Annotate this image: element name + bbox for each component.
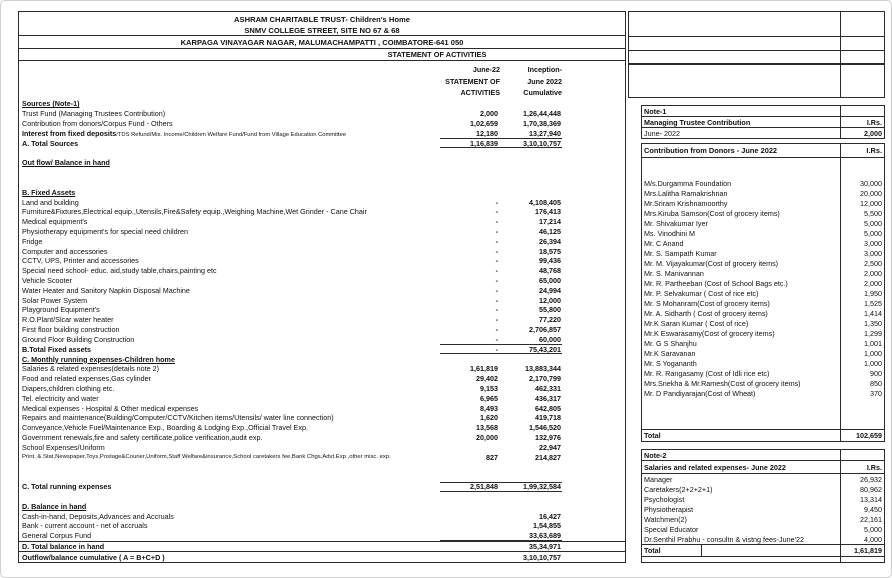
donor-name: M/s.Durgamma Foundation (644, 178, 732, 188)
cumulative-value: 4,108,405 (529, 197, 561, 207)
row-label: Conveyance,Vehicle Fuel/Maintenance Exp., Boarding & Lodging Exp.,Official Travel Exp. (22, 423, 308, 433)
row-label: Sources (Note-1) (22, 99, 80, 109)
donor-amount: 5,000 (864, 218, 882, 228)
donor-name: Mr. A. Sidharth ( Cost of grocery items) (644, 308, 768, 318)
donor-name: Mr.K Saravanan (644, 348, 696, 358)
donor-name: Mr. D Pandiyarajan(Cost of Wheat) (644, 388, 756, 398)
note1-june-value: 2,000 (864, 128, 882, 138)
list-item (642, 338, 884, 348)
cumulative-value: 16,427 (539, 511, 561, 521)
row-label: Cash-in-hand, Deposits,Advances and Accruals (22, 511, 174, 521)
cumulative-value: 22,947 (539, 442, 561, 452)
row-label: Water Heater and Sanitory Napkin Disposal Machine (22, 285, 190, 295)
june-value: 9,153 (480, 383, 498, 393)
table-row (19, 168, 625, 178)
table-row (19, 413, 625, 423)
june-value: - (495, 226, 498, 236)
cumulative-value: 75,43,201 (529, 344, 561, 354)
row-label: Playground Equipment's (22, 305, 100, 315)
row-label: Government renewals,fire and safety certificate,police verification,audit exp. (22, 433, 263, 443)
donor-amount: 3,000 (864, 248, 882, 258)
list-item (642, 358, 884, 368)
donor-name: Ms. Vinodhini M (644, 228, 696, 238)
cumulative-value: 46,125 (539, 226, 561, 236)
table-row (19, 246, 625, 256)
column-header-june22: June-22 STATEMENT OF ACTIVITIES (445, 65, 500, 97)
note2-currency: I.Rs. (866, 462, 882, 472)
list-item (642, 328, 884, 338)
column-header-cumulative: Inception- June 2022 Cumulative (523, 65, 562, 97)
june-value: - (495, 285, 498, 295)
salary-role: Physiotherapist (644, 504, 694, 514)
salary-role: Psychologist (644, 494, 685, 504)
note1-managing-header: Managing Trustee Contribution (644, 117, 751, 127)
row-label: CCTV, UPS, Printer and accessories (22, 256, 139, 266)
salary-role: Dr.Senthil Prabhu - consultn & vistng fees-June'22 (644, 534, 804, 544)
donor-name: Mr. G S Shanjhu (644, 338, 697, 348)
donor-amount: 1,000 (864, 358, 882, 368)
donor-name: Mr. R. Rangasamy (Cost of Idli rice etc) (644, 368, 770, 378)
donor-amount: 2,000 (864, 268, 882, 278)
table-row (19, 423, 625, 433)
row-label: Outflow/balance cumulative ( A = B+C+D ) (22, 552, 165, 562)
statement-table (18, 11, 626, 563)
june-value: - (495, 276, 498, 286)
june-value: 20,000 (476, 433, 498, 443)
row-label: General Corpus Fund (22, 531, 92, 541)
list-item (642, 348, 884, 358)
cumulative-value: 55,800 (539, 305, 561, 315)
cumulative-value: 12,000 (539, 295, 561, 305)
june-value: - (495, 266, 498, 276)
june-value: 29,402 (476, 374, 498, 384)
june-value: - (495, 197, 498, 207)
list-item (642, 268, 884, 278)
list-item (642, 388, 884, 398)
row-label: School Expenses/Uniform (22, 442, 105, 452)
donors-total-label: Total (644, 431, 661, 440)
june-value: - (495, 315, 498, 325)
list-item (642, 524, 884, 534)
list-item (642, 288, 884, 298)
donors-box (641, 143, 885, 442)
donor-amount: 5,000 (864, 228, 882, 238)
cumulative-value: 13,883,344 (525, 364, 561, 374)
table-row (19, 354, 625, 364)
table-row (19, 462, 625, 472)
table-row (19, 207, 625, 217)
table-row (19, 276, 625, 286)
table-row (19, 315, 625, 325)
salary-role: Caretakers(2+2+2+1) (644, 484, 713, 494)
note2-box (641, 449, 885, 563)
table-row (19, 531, 625, 541)
row-label: A. Total Sources (22, 138, 79, 148)
salary-amount: 22,161 (860, 514, 882, 524)
statement-rows (19, 99, 625, 562)
list-item (642, 218, 884, 228)
donor-name: Mr. M. Vijayakumar(Cost of grocery items) (644, 258, 779, 268)
table-row (19, 403, 625, 413)
june-value: - (495, 325, 498, 335)
table-row (19, 384, 625, 394)
row-label: Contribution from donors/Corpus Fund - Others (22, 119, 173, 129)
donor-name: Mr. S. Sampath Kumar (644, 248, 717, 258)
donor-amount: 1,000 (864, 348, 882, 358)
row-label: Fridge (22, 236, 43, 246)
june-value: 1,02,659 (470, 119, 498, 129)
statement-title-row (19, 49, 625, 61)
table-row (19, 551, 625, 562)
table-row (19, 256, 625, 266)
table-row (19, 227, 625, 237)
row-label: C. Total running expenses (22, 482, 112, 492)
donor-amount: 2,500 (864, 258, 882, 268)
table-row (19, 109, 625, 119)
donor-amount: 370 (870, 388, 882, 398)
row-label: Furniture&Fixtures,Electrical equip.,Utensils,Fire&Safety equip.,Weighing Machine,Wet Grinder - Cane Chair (22, 207, 367, 217)
table-row (19, 119, 625, 129)
table-row (19, 178, 625, 188)
cumulative-value: 48,768 (539, 266, 561, 276)
june-value: - (495, 217, 498, 227)
row-label: Repairs and maintenance(Building/Computer/CCTV/Kitchen items/Utensils/ water line connection) (22, 413, 334, 423)
donor-name: Mr. S. Manivannan (644, 268, 704, 278)
list-item (642, 494, 884, 504)
row-label: Interest from fixed deposits/TDS Refund/Mis. Income/Children Welfare Fund/Fund from Village Education Committee (22, 128, 347, 138)
row-label: Print. & Stat,Newspaper,Toys,Postage&Courier,Uniform,Staff Welfare&insurance,School caretakers fee,Bank Chgs,Advt.Exp ,other misc. exp. (22, 454, 391, 461)
table-row (19, 482, 625, 492)
trust-address: KARPAGA VINAYAGAR NAGAR, MALUMACHAMPATTI , COIMBATORE-641 050 (19, 36, 625, 49)
june-value: 12,180 (476, 128, 498, 138)
donor-name: Mrs.Snekha & Mr.Ramesh(Cost of grocery items) (644, 378, 801, 388)
cumulative-value: 1,546,520 (529, 423, 561, 433)
cumulative-value: 26,394 (539, 236, 561, 246)
list-item (642, 484, 884, 494)
note1-title: Note-1 (644, 106, 667, 116)
row-label: R.O.Plant/Slcar water heater (22, 315, 114, 325)
table-row (19, 433, 625, 443)
cumulative-value: 17,214 (539, 217, 561, 227)
cumulative-value: 13,27,940 (529, 128, 561, 138)
cumulative-value: 33,63,689 (529, 530, 561, 540)
list-item (642, 514, 884, 524)
salary-amount: 5,000 (864, 524, 882, 534)
list-item (642, 318, 884, 328)
donor-amount: 30,000 (860, 178, 882, 188)
note2-total-value: 1,61,819 (854, 546, 882, 555)
table-row (19, 158, 625, 168)
salary-amount: 26,932 (860, 474, 882, 484)
note2-total-label: Total (642, 545, 702, 556)
row-label: Food and related expenses,Gas cylinder (22, 374, 152, 384)
table-row (19, 364, 625, 374)
donor-amount: 3,000 (864, 238, 882, 248)
salary-amount: 4,000 (864, 534, 882, 544)
row-label: D. Total balance in hand (22, 541, 105, 551)
salary-amount: 9,450 (864, 504, 882, 514)
row-label: First floor building construction (22, 325, 120, 335)
cumulative-value: 2,706,857 (529, 325, 561, 335)
salary-role: Manager (644, 474, 673, 484)
row-label: D. Balance in hand (22, 501, 87, 511)
salaries-list (642, 474, 884, 544)
row-label: Salaries & related expenses(details note 2) (22, 364, 160, 374)
june-value: 8,493 (480, 403, 498, 413)
trust-title (19, 12, 625, 36)
june-value: - (495, 344, 498, 354)
row-label: Tel. electricity and water (22, 393, 99, 403)
row-label: Medical expenses - Hospital & Other medical expenses (22, 403, 199, 413)
cumulative-value: 2,170,799 (529, 374, 561, 384)
donors-total-value: 102,659 (856, 431, 882, 440)
cumulative-value: 462,331 (535, 383, 561, 393)
donor-name: Mr.Sriram Krishnamoorthy (644, 198, 728, 208)
donor-name: Mr. P. Selvakumar ( Cost of rice etc) (644, 288, 759, 298)
row-label: Trust Fund (Managing Trustees Contribution) (22, 109, 166, 119)
june-value: - (495, 334, 498, 344)
june-value: - (495, 295, 498, 305)
top-right-cells (628, 11, 885, 98)
donor-amount: 5,500 (864, 208, 882, 218)
table-row (19, 393, 625, 403)
cumulative-value: 60,000 (539, 334, 561, 344)
cumulative-value: 1,70,38,369 (523, 119, 561, 129)
list-item (642, 178, 884, 188)
donor-amount: 900 (870, 368, 882, 378)
donors-list (642, 158, 884, 429)
cumulative-value: 77,220 (539, 315, 561, 325)
cumulative-value: 436,317 (535, 393, 561, 403)
june-value: - (495, 305, 498, 315)
donor-amount: 20,000 (860, 188, 882, 198)
cumulative-value: 99,436 (539, 256, 561, 266)
list-item (642, 238, 884, 248)
june-value: 2,000 (480, 109, 498, 119)
table-row (19, 266, 625, 276)
note2-title: Note-2 (644, 450, 667, 460)
list-item (642, 298, 884, 308)
salary-role: Watchmen(2) (644, 514, 687, 524)
salary-amount: 13,314 (860, 494, 882, 504)
trust-street: SNMV COLLEGE STREET, SITE NO 67 & 68 (244, 26, 400, 35)
list-item (642, 198, 884, 208)
donor-name: Mrs.Kiruba Samson(Cost of grocery items) (644, 208, 780, 218)
cumulative-value: 214,827 (535, 452, 561, 462)
table-row (19, 99, 625, 109)
cumulative-value: 18,575 (539, 246, 561, 256)
june-value: 6,965 (480, 393, 498, 403)
donor-name: Mr. Shivakumar Iyer (644, 218, 708, 228)
donor-name: Mrs.Lalitha Ramakrishnan (644, 188, 728, 198)
row-label: Solar Power System (22, 295, 88, 305)
row-label: Vehicle Scooter (22, 276, 72, 286)
cumulative-value: 132,976 (535, 433, 561, 443)
list-item (642, 258, 884, 268)
salary-amount: 80,962 (860, 484, 882, 494)
donor-name: Mr. S Mohanram(Cost of grocery items) (644, 298, 770, 308)
table-row (19, 492, 625, 502)
list-item (642, 504, 884, 514)
list-item (642, 308, 884, 318)
table-row (19, 452, 625, 462)
table-row (19, 148, 625, 158)
row-label: Medical equipment's (22, 217, 88, 227)
june-value: 827 (486, 452, 498, 462)
table-row (19, 344, 625, 354)
cumulative-value: 35,34,971 (529, 541, 561, 551)
list-item (642, 188, 884, 198)
donor-name: Mr. C Anand (644, 238, 684, 248)
row-label: Computer and accessories (22, 246, 108, 256)
note2-header: Salaries and related expenses- June 2022 (644, 462, 786, 472)
table-row (19, 442, 625, 452)
donor-amount: 1,525 (864, 298, 882, 308)
cumulative-value: 1,54,855 (533, 521, 561, 531)
note1-box (641, 105, 885, 139)
june-value: - (495, 236, 498, 246)
cumulative-value: 1,26,44,448 (523, 109, 561, 119)
donor-amount: 1,001 (864, 338, 882, 348)
table-row (19, 285, 625, 295)
cumulative-value: 24,994 (539, 285, 561, 295)
table-row (19, 325, 625, 335)
donor-name: Mr.K Saran Kumar ( Cost of rice) (644, 318, 749, 328)
row-label: Special need school- educ. aid,study table,chairs,painting etc (22, 266, 217, 276)
june-value: - (495, 246, 498, 256)
list-item (642, 248, 884, 258)
table-row (19, 197, 625, 207)
donors-currency: I.Rs. (866, 146, 882, 155)
list-item (642, 278, 884, 288)
list-item (642, 228, 884, 238)
list-item (642, 378, 884, 388)
cumulative-value: 3,10,10,757 (523, 552, 561, 562)
row-label: Ground Floor Building Construction (22, 334, 135, 344)
table-row (19, 511, 625, 521)
table-row (19, 217, 625, 227)
cumulative-value: 3,10,10,757 (523, 138, 561, 148)
cumulative-value: 642,805 (535, 403, 561, 413)
june-value: 1,620 (480, 413, 498, 423)
row-label: Out flow/ Balance in hand (22, 158, 110, 168)
donor-amount: 850 (870, 378, 882, 388)
salary-role: Special Educator (644, 524, 699, 534)
donor-amount: 2,000 (864, 278, 882, 288)
donor-amount: 1,950 (864, 288, 882, 298)
row-label: Diapers,children clothing etc. (22, 383, 115, 393)
table-row (19, 295, 625, 305)
donor-amount: 1,299 (864, 328, 882, 338)
table-row (19, 335, 625, 345)
donor-amount: 1,350 (864, 318, 882, 328)
june-value: - (495, 256, 498, 266)
statement-title: STATEMENT OF ACTIVITIES (387, 50, 487, 59)
cumulative-value: 419,718 (535, 413, 561, 423)
row-label: C. Monthly running expenses-Children home (22, 354, 175, 364)
table-row (19, 128, 625, 138)
row-label: B.Total Fixed assets (22, 344, 91, 354)
june-value: - (495, 207, 498, 217)
donors-header: Contribution from Donors - June 2022 (644, 146, 778, 155)
list-item (642, 534, 884, 544)
table-row (19, 187, 625, 197)
note1-june-label: June- 2022 (644, 128, 680, 138)
row-label: B. Fixed Assets (22, 187, 76, 197)
table-row (19, 472, 625, 482)
row-label: Physiotherapy equipment's for special need children (22, 226, 188, 236)
table-row (19, 236, 625, 246)
cumulative-value: 65,000 (539, 276, 561, 286)
donor-name: Mr. S Yogananth (644, 358, 697, 368)
trust-name: ASHRAM CHARITABLE TRUST- Children's Home (234, 15, 410, 24)
table-row (19, 138, 625, 148)
table-row (19, 541, 625, 552)
row-label: Bank - current account - net of accruals (22, 521, 148, 531)
cumulative-value: 1,99,32,584 (523, 482, 561, 492)
donor-amount: 12,000 (860, 198, 882, 208)
cumulative-value: 176,413 (535, 207, 561, 217)
note1-currency: I.Rs. (866, 117, 882, 127)
june-value: 13,568 (476, 423, 498, 433)
table-row (19, 374, 625, 384)
donor-name: Mr. R. Partheeban (Cost of School Bags etc.) (644, 278, 788, 288)
list-item (642, 368, 884, 378)
table-row (19, 501, 625, 511)
donor-amount: 1,414 (864, 308, 882, 318)
donor-name: Mr.K Eswarasamy(Cost of grocery items) (644, 328, 775, 338)
list-item (642, 208, 884, 218)
row-label: Land and building (22, 197, 79, 207)
june-value: 1,16,839 (470, 138, 498, 148)
table-row (19, 521, 625, 531)
table-row (19, 305, 625, 315)
list-item (642, 474, 884, 484)
june-value: 2,51,848 (470, 482, 498, 492)
june-value: 1,61,819 (470, 364, 498, 374)
